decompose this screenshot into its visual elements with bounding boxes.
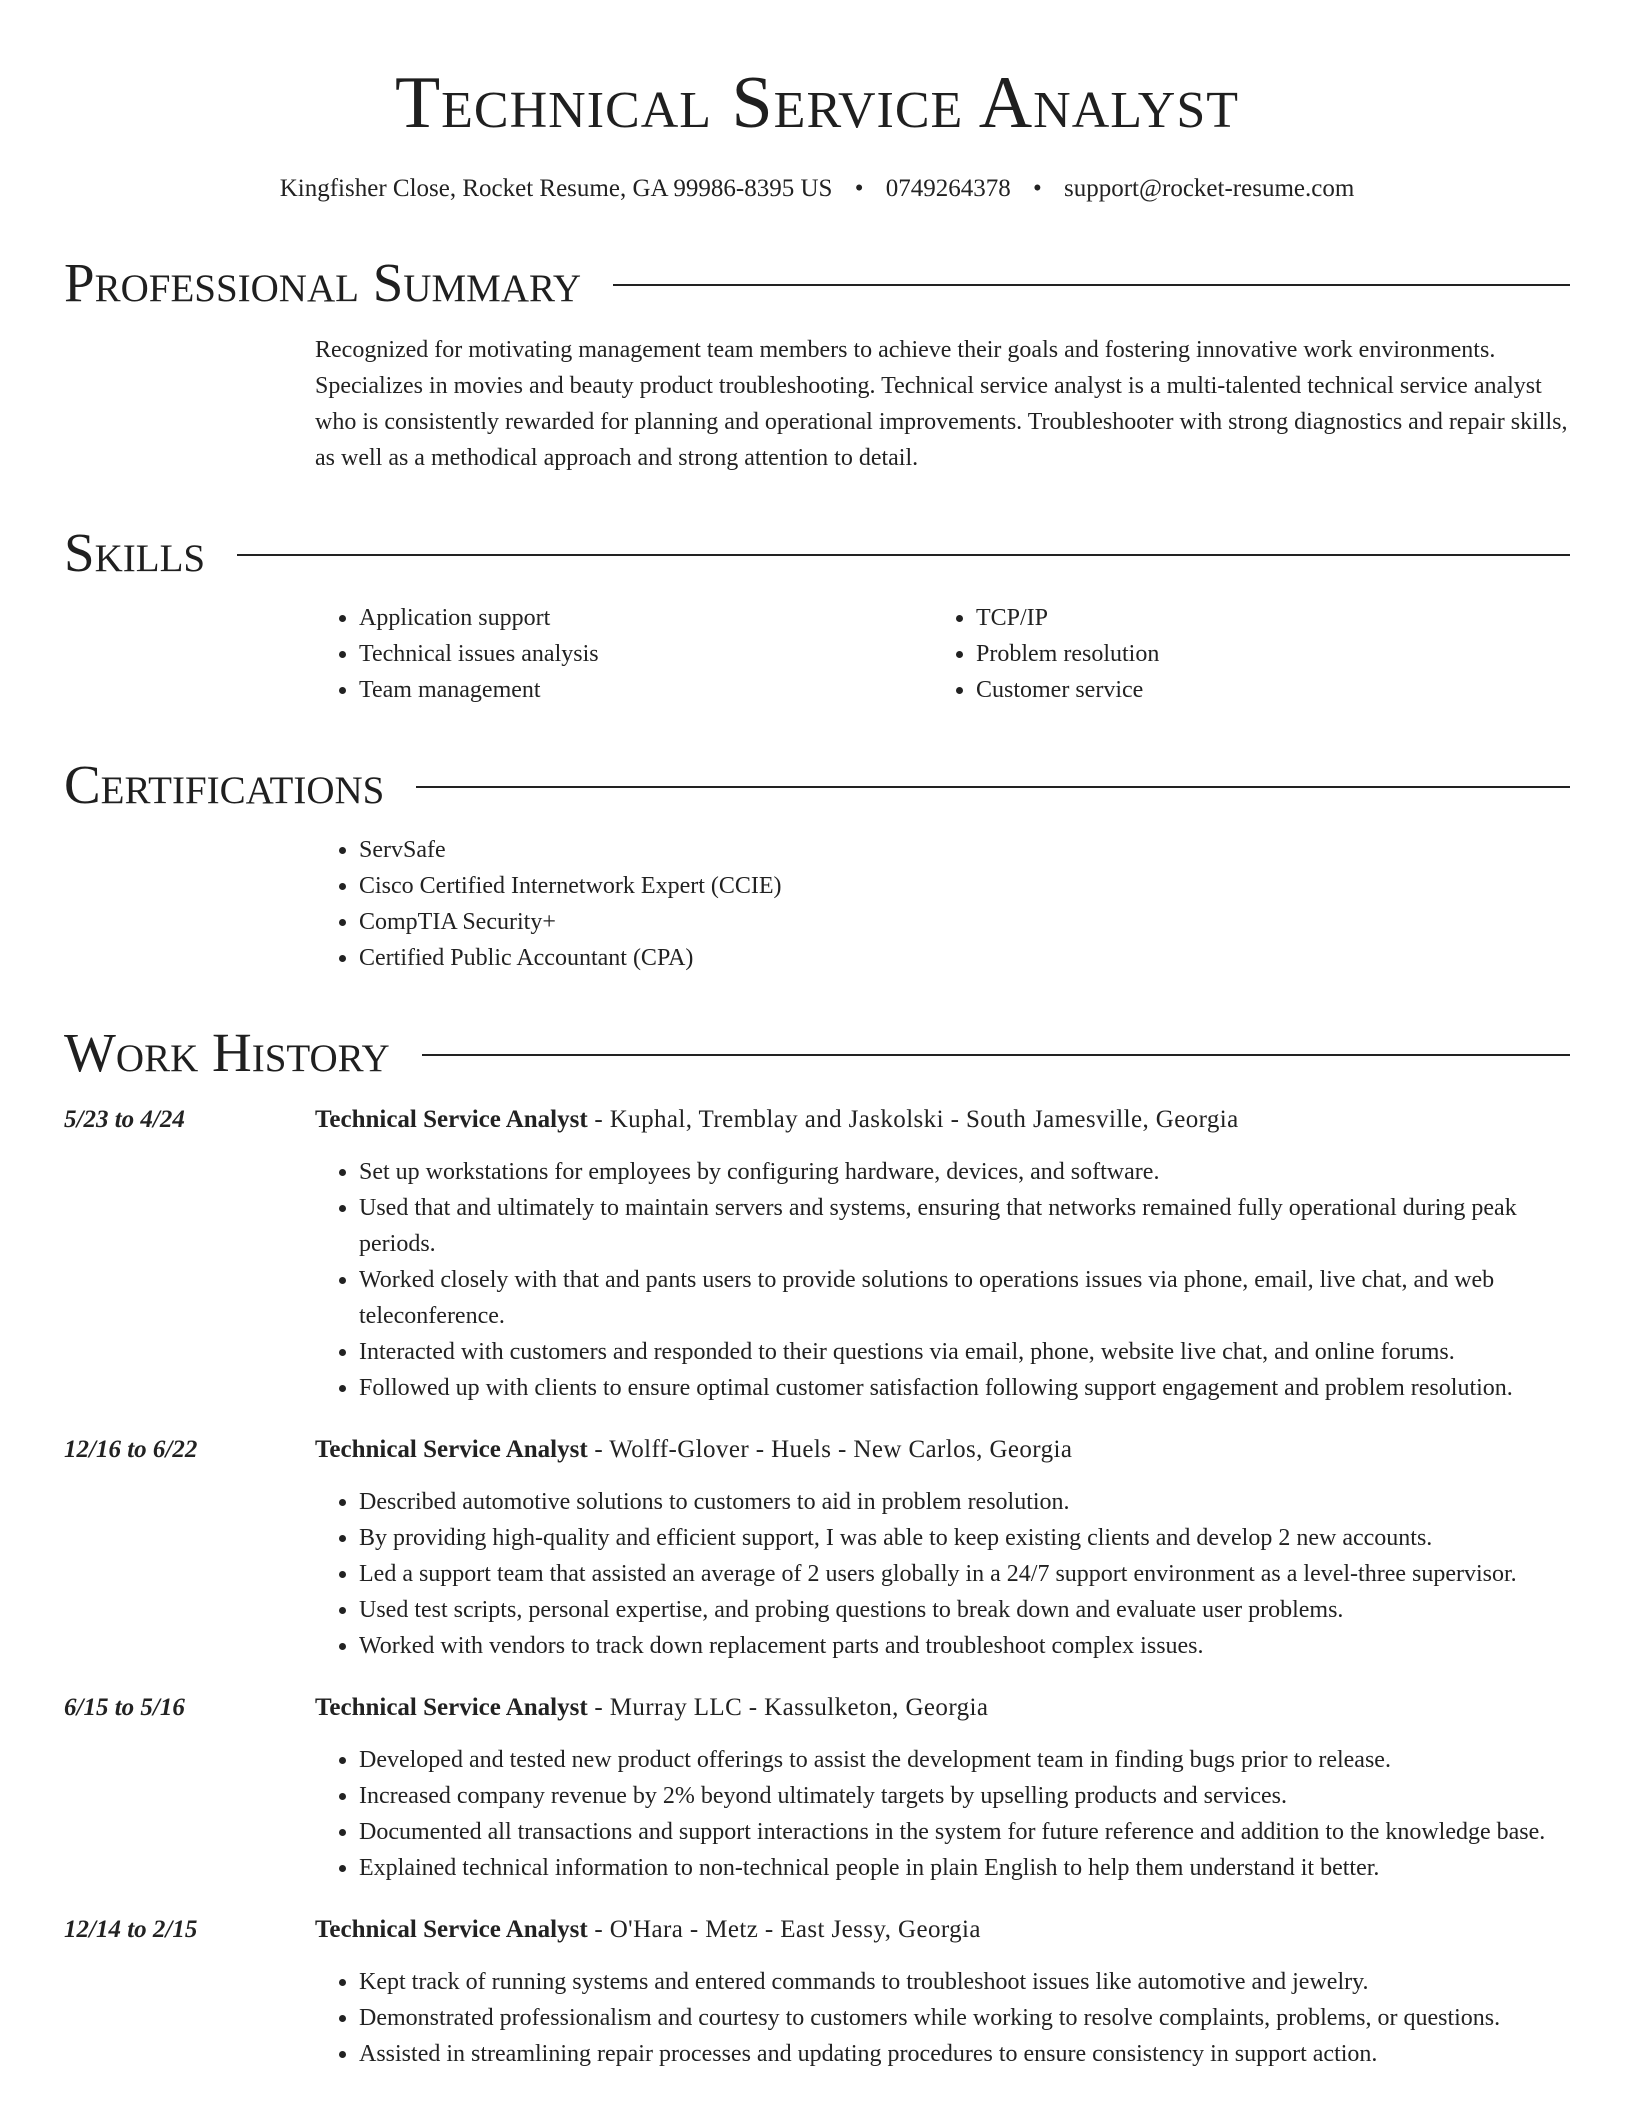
job-employer-location: - Murray LLC - Kassulketon, Georgia [587,1694,989,1721]
job-employer-location: - Kuphal, Tremblay and Jaskolski - South Jamesville, Georgia [587,1106,1239,1133]
summary-text: Recognized for motivating management team members to achieve their goals and fostering innovative work environments. Specializes in movies and beauty product troubleshooting. Technical service analyst is a multi-talented technical service analyst who is consistently rewarded for planning and operational improvements. Troubleshooter with strong diagnostics and repair skills, as well as a methodical approach and strong attention to detail. [315,337,1568,471]
job-bullet: • Described automotive solutions to customers to aid in problem resolution. [359,1484,1570,1520]
job-bullet: • Led a support team that assisted an average of 2 users globally in a 24/7 support environment as a level-three supervisor. [359,1556,1570,1592]
contact-phone: 0749264378 [885,175,1011,202]
job-bullet: • By providing high-quality and efficient support, I was able to keep existing clients and develop 2 new accounts. [359,1520,1570,1556]
certifications-section-header [64,754,1570,816]
job-bullets [315,1964,1570,2072]
certifications-list [315,832,1570,976]
work-history-heading: Work History [64,1022,390,1083]
job-bullet: • Used that and ultimately to maintain servers and systems, ensuring that networks remained fully operational during peak periods. [359,1190,1570,1262]
job-bullet: • Explained technical information to non-technical people in plain English to help them understand it better. [359,1850,1570,1886]
job-title: Technical Service Analyst [315,1916,588,1943]
skill-item: • Customer service [976,672,1549,708]
certifications-heading: Certifications [64,754,385,815]
certification-item: • ServSafe [359,832,1570,868]
skill-item: • Technical issues analysis [359,636,932,672]
contact-line [64,172,1570,206]
section-divider [613,284,1570,286]
job-dates: 12/14 to 2/15 [64,1916,198,1943]
job-bullet: • Increased company revenue by 2% beyond ultimately targets by upselling products and services. [359,1778,1570,1814]
skill-item: • Team management [359,672,932,708]
section-divider [422,1054,1570,1056]
certification-item: • CompTIA Security+ [359,904,1570,940]
job-header [315,1912,1570,1948]
job-bullet: • Developed and tested new product offerings to assist the development team in finding bugs prior to release. [359,1742,1570,1778]
work-history-section-header [64,1022,1570,1084]
job-title: Technical Service Analyst [315,1106,588,1133]
skill-item: • Problem resolution [976,636,1549,672]
job-employer-location: - O'Hara - Metz - East Jessy, Georgia [587,1916,981,1943]
job-dates: 5/23 to 4/24 [64,1106,185,1133]
job-header [315,1432,1570,1468]
certification-item: • Certified Public Accountant (CPA) [359,940,1570,976]
job-entry [64,1102,1570,1406]
section-divider [237,554,1570,556]
job-dates: 6/15 to 5/16 [64,1694,185,1721]
job-entry [64,1912,1570,2072]
job-bullet: • Documented all transactions and support interactions in the system for future reference and addition to the knowledge base. [359,1814,1570,1850]
job-title: Technical Service Analyst [315,1436,588,1463]
skills-column-1 [315,600,932,708]
job-bullet: • Interacted with customers and responded to their questions via email, phone, website live chat, and online forums. [359,1334,1570,1370]
certifications-section [315,832,1570,976]
job-entry [64,1690,1570,1886]
job-header [315,1690,1570,1726]
job-bullet: • Set up workstations for employees by configuring hardware, devices, and software. [359,1154,1570,1190]
job-bullet: • Demonstrated professionalism and courtesy to customers while working to resolve complaints, problems, or questions. [359,2000,1570,2036]
job-header [315,1102,1570,1138]
job-bullet: • Used test scripts, personal expertise, and probing questions to break down and evaluate user problems. [359,1592,1570,1628]
contact-separator: • [1032,175,1042,202]
job-bullets [315,1484,1570,1664]
job-bullets [315,1154,1570,1406]
skill-item: • Application support [359,600,932,636]
skills-section [315,600,1570,708]
job-bullet: • Worked with vendors to track down replacement parts and troubleshoot complex issues. [359,1628,1570,1664]
contact-address: Kingfisher Close, Rocket Resume, GA 99986-8395 US [279,175,833,202]
skill-item: • TCP/IP [976,600,1549,636]
job-title: Technical Service Analyst [315,1694,588,1721]
job-employer-location: - Wolff-Glover - Huels - New Carlos, Georgia [587,1436,1073,1463]
skills-section-header [64,522,1570,584]
job-bullet: • Worked closely with that and pants users to provide solutions to operations issues via phone, email, live chat, and web teleconference. [359,1262,1570,1334]
job-dates: 12/16 to 6/22 [64,1436,198,1463]
job-bullet: • Followed up with clients to ensure optimal customer satisfaction following support engagement and problem resolution. [359,1370,1570,1406]
resume-name: Technical Service Analyst [394,62,1240,144]
skills-column-2 [932,600,1549,708]
job-entry [64,1432,1570,1664]
job-bullet: • Assisted in streamlining repair processes and updating procedures to ensure consistency in support action. [359,2036,1570,2072]
resume-page [64,0,1570,2072]
summary-section-header [64,252,1570,314]
summary-heading: Professional Summary [64,252,582,313]
job-bullet: • Kept track of running systems and entered commands to troubleshoot issues like automotive and jewelry. [359,1964,1570,2000]
section-divider [416,786,1570,788]
job-bullets [315,1742,1570,1886]
certification-item: • Cisco Certified Internetwork Expert (CCIE) [359,868,1570,904]
contact-separator: • [854,175,864,202]
contact-email: support@rocket-resume.com [1063,175,1355,202]
skills-columns [315,600,1570,708]
summary-section [315,332,1570,476]
skills-heading: Skills [64,522,206,583]
